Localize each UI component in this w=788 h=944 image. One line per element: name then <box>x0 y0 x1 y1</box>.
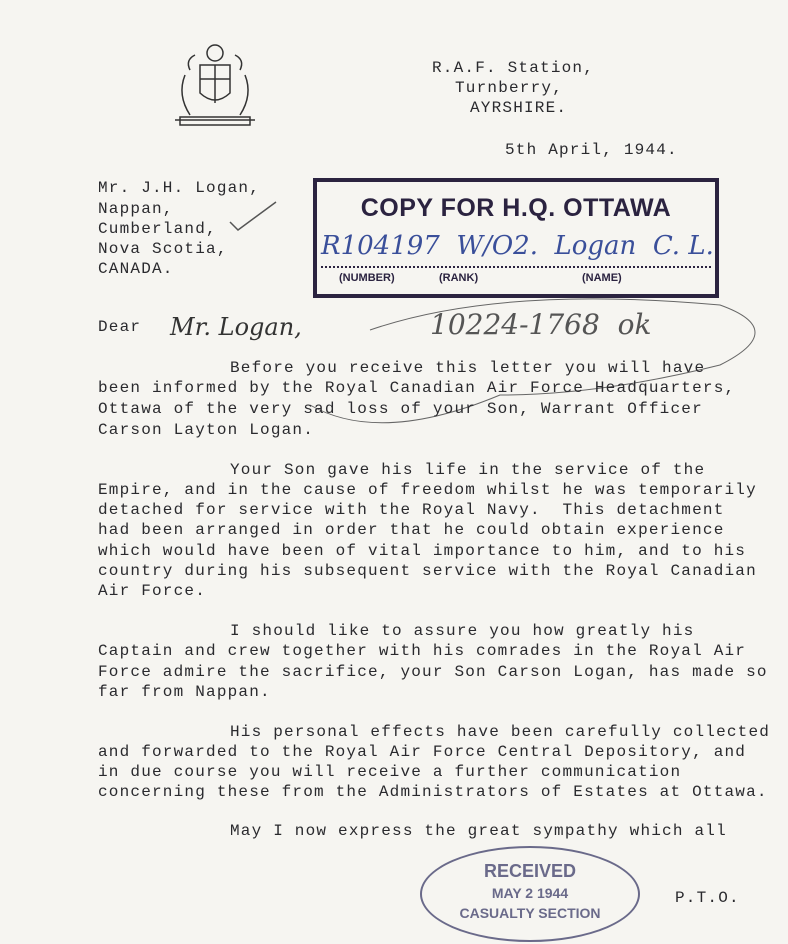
county-line: AYRSHIRE. <box>470 99 568 117</box>
received-word: RECEIVED <box>483 861 577 881</box>
text-line: been informed by the Royal Canadian Air Force Headquarters, <box>98 379 736 397</box>
text-line: Carson Layton Logan. <box>98 421 315 439</box>
received-department: CASUALTY SECTION <box>459 905 601 921</box>
text-line: which would have been of vital importance to him, and to his <box>98 542 747 560</box>
rank-label: (RANK) <box>439 272 479 284</box>
text-line: and forwarded to the Royal Air Force Central Depository, and <box>98 743 747 761</box>
text-line: far from Nappan. <box>98 683 271 701</box>
text-line: Ottawa of the very sad loss of your Son, Warrant Officer <box>98 400 703 418</box>
address-line: Nappan, <box>98 200 174 218</box>
text-line: Air Force. <box>98 582 207 600</box>
text-line: detached for service with the Royal Navy. This detachment <box>98 501 725 519</box>
dotted-line <box>321 266 711 268</box>
text-line: country during his subsequent service with the Royal Canadian <box>98 562 757 580</box>
number-label: (NUMBER) <box>339 272 395 284</box>
received-date: MAY 2 1944 <box>491 885 569 901</box>
text-line: Your Son gave his life in the service of the <box>230 461 706 479</box>
text-line: Captain and crew together with his comrades in the Royal Air <box>98 642 747 660</box>
address-line: Cumberland, <box>98 220 217 238</box>
town-line: Turnberry, <box>455 79 564 97</box>
text-line: Force admire the sacrifice, your Son Carson Logan, has made so <box>98 663 768 681</box>
address-line: Nova Scotia, <box>98 240 228 258</box>
text-line: His personal effects have been carefully collected <box>230 723 771 741</box>
station-line: R.A.F. Station, <box>432 59 595 77</box>
salutation: Dear <box>98 318 142 336</box>
text-line: I should like to assure you how greatly his <box>230 622 695 640</box>
address-line: Mr. J.H. Logan, <box>98 179 261 197</box>
text-line: Before you receive this letter you will have <box>230 359 706 377</box>
received-date-stamp <box>420 846 640 942</box>
handwritten-service-details: R104197 W/O2. Logan C. L. <box>321 231 714 261</box>
text-line: had been arranged in order that he could obtain experience <box>98 521 725 539</box>
text-line: concerning these from the Administrators of Estates at Ottawa. <box>98 783 768 801</box>
name-label: (NAME) <box>582 272 622 284</box>
pto-note: P.T.O. <box>675 889 740 907</box>
salutation-handwritten: Mr. Logan, <box>170 313 302 341</box>
paragraph-5: May I now express the great sympathy which all <box>230 822 727 840</box>
checkmark-icon <box>228 200 278 235</box>
copy-stamp-title: COPY FOR H.Q. OTTAWA <box>360 194 672 222</box>
text-line: Empire, and in the cause of freedom whilst he was temporarily <box>98 481 757 499</box>
text-line: in due course you will receive a further communication <box>98 763 682 781</box>
letter-date: 5th April, 1944. <box>505 141 678 159</box>
file-number-note: 10224-1768 ok <box>430 308 652 341</box>
copy-stamp-box <box>313 178 719 298</box>
royal-coat-of-arms-icon <box>165 35 265 130</box>
address-line: CANADA. <box>98 260 174 278</box>
